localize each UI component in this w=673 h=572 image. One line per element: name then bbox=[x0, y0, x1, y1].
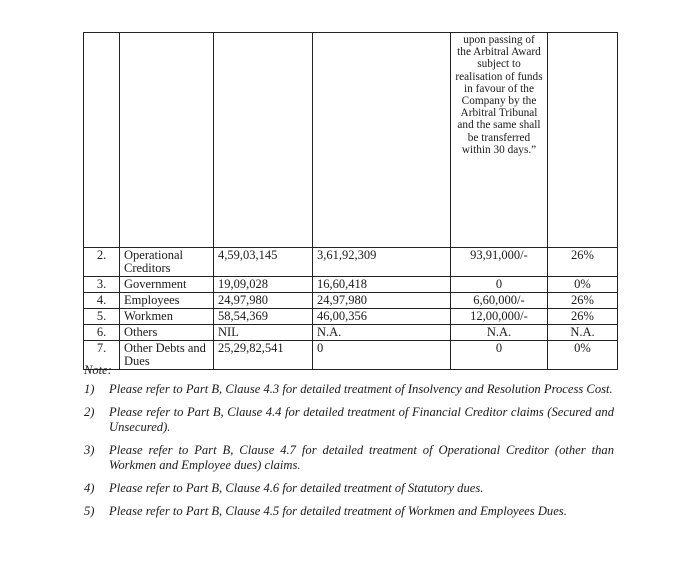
percent-cell: N.A. bbox=[548, 325, 618, 341]
note-text: Please refer to Part B, Clause 4.3 for detailed treatment of Insolvency and Resolution Process Cost. bbox=[109, 382, 613, 396]
amount-cell: 6,60,000/- bbox=[451, 293, 548, 309]
serial-number: 4. bbox=[84, 293, 120, 309]
serial-number: 5. bbox=[84, 309, 120, 325]
amount-cell: 3,61,92,309 bbox=[313, 248, 451, 277]
amount-cell: N.A. bbox=[313, 325, 451, 341]
note-item bbox=[84, 504, 614, 519]
category-cell: Others bbox=[120, 325, 214, 341]
note-number: 1) bbox=[84, 382, 95, 396]
amount-cell: 24,97,980 bbox=[214, 293, 313, 309]
note-item bbox=[84, 443, 614, 473]
percent-cell: 26% bbox=[548, 293, 618, 309]
amount-cell: 24,97,980 bbox=[313, 293, 451, 309]
percent-cell: 0% bbox=[548, 277, 618, 293]
note-text: Please refer to Part B, Clause 4.4 for detailed treatment of Financial Creditor claims (Secured and Unsecured). bbox=[109, 405, 614, 434]
amount-cell: 46,00,356 bbox=[313, 309, 451, 325]
amount-cell: 0 bbox=[451, 341, 548, 370]
category-cell: Workmen bbox=[120, 309, 214, 325]
table-cell bbox=[84, 33, 120, 248]
note-number: 2) bbox=[84, 405, 95, 419]
table-cell bbox=[120, 33, 214, 248]
amount-cell: 4,59,03,145 bbox=[214, 248, 313, 277]
amount-cell: 93,91,000/- bbox=[451, 248, 548, 277]
table-cell bbox=[313, 33, 451, 248]
percent-cell: 0% bbox=[548, 341, 618, 370]
note-text: Please refer to Part B, Clause 4.6 for detailed treatment of Statutory dues. bbox=[109, 481, 484, 495]
continuation-text-cell: upon passing of the Arbitral Award subject to realisation of funds in favour of the Company by the Arbitral Tribunal and the same shall be transferred within 30 days.” bbox=[451, 33, 548, 248]
serial-number: 2. bbox=[84, 248, 120, 277]
amount-cell: 58,54,369 bbox=[214, 309, 313, 325]
amount-cell: 12,00,000/- bbox=[451, 309, 548, 325]
amount-cell: 25,29,82,541 bbox=[214, 341, 313, 370]
percent-cell: 26% bbox=[548, 309, 618, 325]
table-row bbox=[84, 248, 618, 277]
amount-cell: 0 bbox=[313, 341, 451, 370]
percent-cell: 26% bbox=[548, 248, 618, 277]
serial-number: 6. bbox=[84, 325, 120, 341]
note-number: 5) bbox=[84, 504, 95, 518]
notes-list bbox=[84, 382, 614, 527]
table-cell bbox=[548, 33, 618, 248]
table-row bbox=[84, 309, 618, 325]
table-row-continuation bbox=[84, 33, 618, 248]
note-number: 3) bbox=[84, 443, 95, 457]
note-item bbox=[84, 382, 614, 397]
claims-table bbox=[83, 32, 618, 370]
table-row bbox=[84, 325, 618, 341]
category-cell: Employees bbox=[120, 293, 214, 309]
table-row bbox=[84, 277, 618, 293]
table-row bbox=[84, 293, 618, 309]
note-item bbox=[84, 405, 614, 435]
amount-cell: NIL bbox=[214, 325, 313, 341]
serial-number: 3. bbox=[84, 277, 120, 293]
amount-cell: N.A. bbox=[451, 325, 548, 341]
category-cell: Other Debts and Dues bbox=[120, 341, 214, 370]
table-row bbox=[84, 341, 618, 370]
note-text: Please refer to Part B, Clause 4.7 for detailed treatment of Operational Creditor (other than Workmen and Employee dues) claims. bbox=[109, 443, 614, 472]
note-number: 4) bbox=[84, 481, 95, 495]
amount-cell: 16,60,418 bbox=[313, 277, 451, 293]
category-cell: Government bbox=[120, 277, 214, 293]
note-item bbox=[84, 481, 614, 496]
note-text: Please refer to Part B, Clause 4.5 for detailed treatment of Workmen and Employees Dues. bbox=[109, 504, 567, 518]
category-cell: Operational Creditors bbox=[120, 248, 214, 277]
serial-number: 7. bbox=[84, 341, 120, 370]
amount-cell: 19,09,028 bbox=[214, 277, 313, 293]
table-cell bbox=[214, 33, 313, 248]
note-heading: Note: bbox=[84, 363, 112, 377]
amount-cell: 0 bbox=[451, 277, 548, 293]
